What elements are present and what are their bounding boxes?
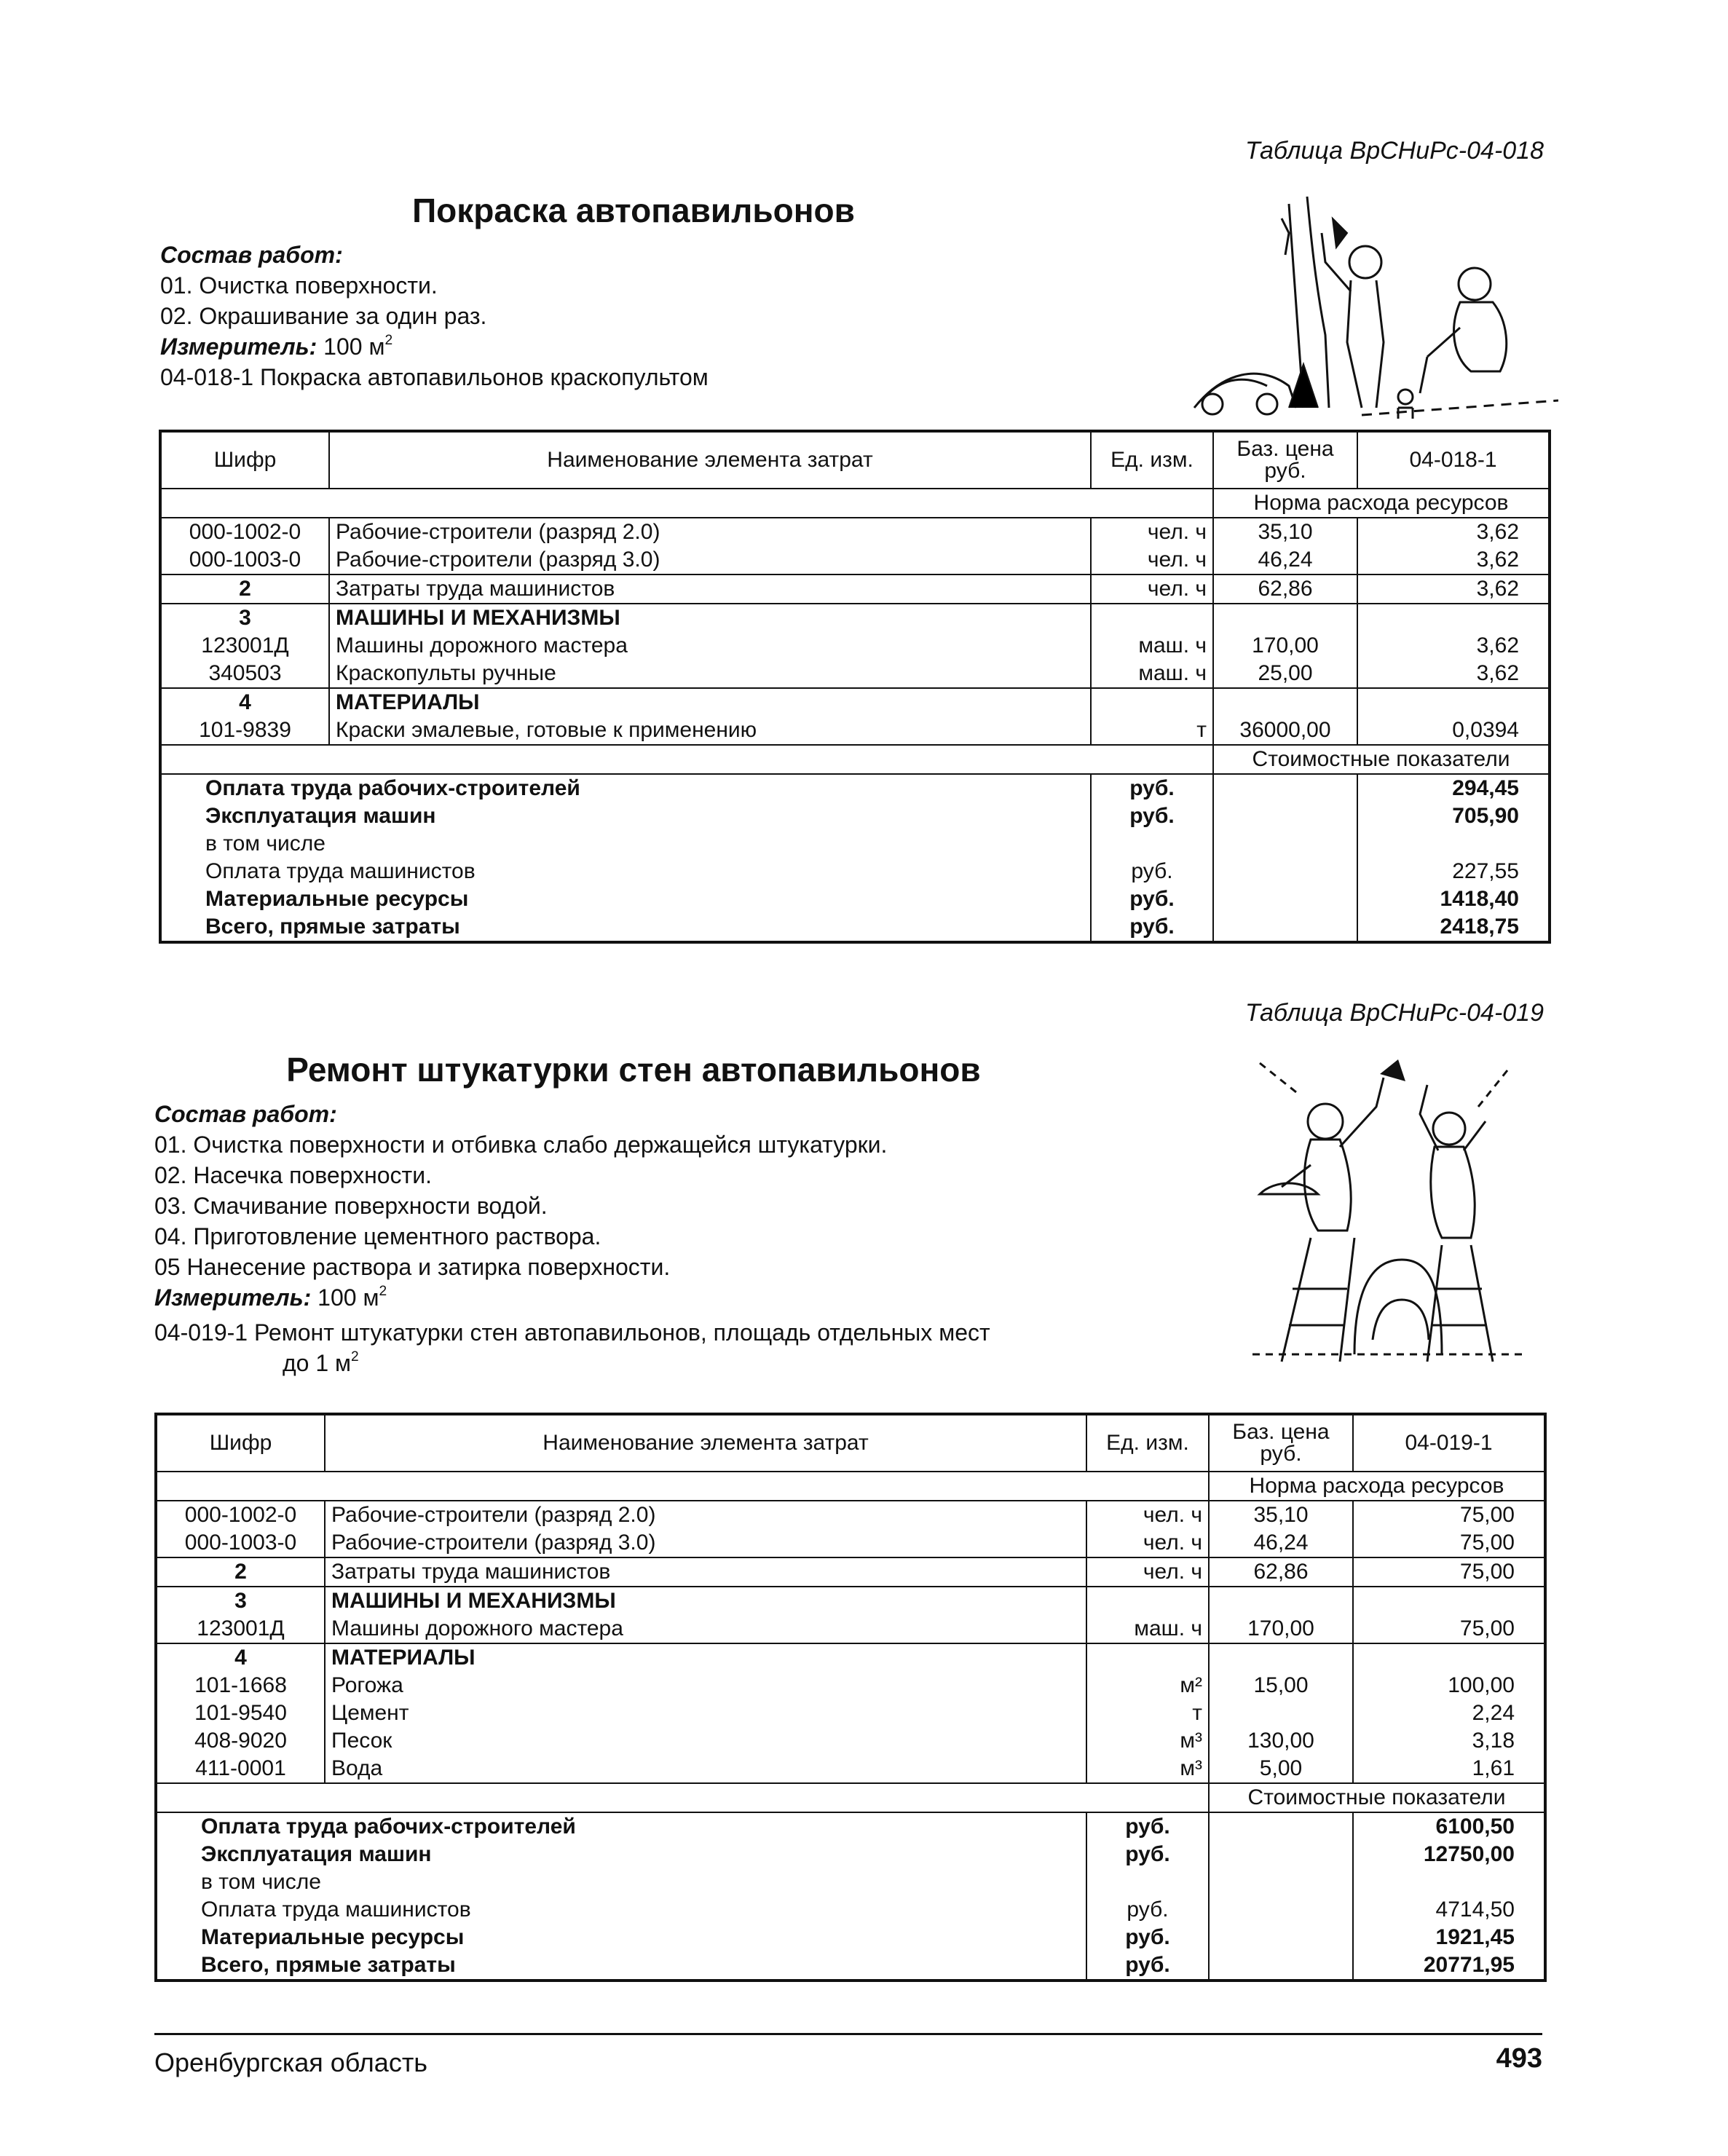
work-step: 04. Приготовление цементного раствора. — [154, 1223, 601, 1249]
col-header-code: 04-018-1 — [1357, 431, 1550, 489]
cell-price: 62,86 — [1209, 1557, 1353, 1587]
cell-unit: чел. ч — [1091, 518, 1213, 546]
cell-price — [1209, 1643, 1353, 1672]
cell-value: 3,62 — [1476, 661, 1519, 685]
table-row — [160, 660, 1550, 688]
col-header-price: Баз. цена руб. — [1213, 431, 1357, 489]
cell-price — [1209, 1699, 1353, 1727]
table-row — [160, 518, 1550, 546]
cell-shifr: 2 — [156, 1557, 325, 1587]
cost-table — [154, 1413, 1547, 1982]
cell-shifr: 4 — [160, 688, 329, 716]
cell-value: 75,00 — [1459, 1616, 1515, 1640]
summary-value: 4714,50 — [1435, 1898, 1515, 1922]
cell-price: 46,24 — [1209, 1529, 1353, 1557]
measure-value: 100 м — [323, 333, 385, 360]
table-caption: Таблица ВрСНиРс-04-018 — [1244, 137, 1544, 165]
cell-value: 3,62 — [1476, 520, 1519, 544]
cell-value: 3,62 — [1476, 548, 1519, 572]
cell-value: 75,00 — [1353, 1557, 1545, 1587]
cell-shifr: 101-1668 — [156, 1672, 325, 1699]
section-row — [156, 1587, 1545, 1615]
summary-row — [156, 1924, 1545, 1951]
summary-label: в том числе — [156, 1868, 1086, 1896]
cell-name: Машины дорожного мастера — [325, 1615, 1086, 1643]
cell-name: МАТЕРИАЛЫ — [325, 1643, 1086, 1672]
col-header-shifr: Шифр — [156, 1414, 325, 1472]
section-title: Ремонт штукатурки стен автопавильонов — [286, 1051, 981, 1089]
work-step: 05 Нанесение раствора и затирка поверхности. — [154, 1254, 671, 1280]
cell-shifr: 411-0001 — [156, 1755, 325, 1783]
footer-rule — [154, 2033, 1542, 2035]
cell-value: 3,62 — [1476, 633, 1519, 658]
painters-illustration-icon — [1180, 189, 1558, 422]
summary-row — [160, 774, 1550, 802]
table-row — [156, 1727, 1545, 1755]
cell-price: 15,00 — [1209, 1672, 1353, 1699]
summary-value — [1353, 1868, 1545, 1896]
cell-price: 62,86 — [1213, 574, 1357, 604]
summary-unit: руб. — [1086, 1841, 1209, 1868]
summary-unit: руб. — [1086, 1924, 1209, 1951]
cost-band-row — [160, 745, 1550, 774]
summary-row — [156, 1951, 1545, 1981]
cell-price: 46,24 — [1213, 546, 1357, 574]
table-row — [160, 632, 1550, 660]
cell-shifr: 3 — [160, 604, 329, 632]
cell-unit: т — [1086, 1699, 1209, 1727]
cell-unit — [1086, 1643, 1209, 1672]
cell-value: 100,00 — [1448, 1673, 1515, 1697]
section-row — [156, 1643, 1545, 1672]
summary-value: 6100,50 — [1435, 1815, 1515, 1839]
summary-unit: руб. — [1086, 1896, 1209, 1924]
col-header-price: Баз. цена руб. — [1209, 1414, 1353, 1472]
cell-shifr: 000-1003-0 — [156, 1529, 325, 1557]
norm-band-row — [156, 1472, 1545, 1501]
cell-unit: чел. ч — [1091, 546, 1213, 574]
table-header-row — [160, 431, 1550, 489]
summary-value: 2418,75 — [1440, 915, 1519, 939]
summary-unit: руб. — [1091, 913, 1213, 942]
table-row — [156, 1529, 1545, 1557]
summary-row — [156, 1868, 1545, 1896]
cell-price: 170,00 — [1213, 632, 1357, 660]
cell-name: Цемент — [325, 1699, 1086, 1727]
plasterers-illustration-icon — [1231, 1049, 1536, 1369]
summary-label: в том числе — [160, 830, 1091, 858]
summary-unit: руб. — [1086, 1951, 1209, 1981]
summary-row — [160, 858, 1550, 885]
measure-label: Измеритель: — [154, 1284, 312, 1311]
cell-name: МАШИНЫ И МЕХАНИЗМЫ — [325, 1587, 1086, 1615]
col-header-code: 04-019-1 — [1353, 1414, 1545, 1472]
cell-price — [1213, 688, 1357, 716]
measure-label: Измеритель: — [160, 333, 317, 360]
summary-unit: руб. — [1091, 802, 1213, 830]
cell-shifr: 408-9020 — [156, 1727, 325, 1755]
cost-band-label: Стоимостные показатели — [1209, 1783, 1545, 1812]
summary-unit: руб. — [1091, 858, 1213, 885]
cell-shifr: 2 — [160, 574, 329, 604]
cell-name: Машины дорожного мастера — [329, 632, 1091, 660]
cell-unit: м² — [1086, 1672, 1209, 1699]
cell-name: Рабочие-строители (разряд 2.0) — [329, 518, 1091, 546]
cell-unit: маш. ч — [1091, 660, 1213, 688]
cell-price: 170,00 — [1209, 1615, 1353, 1643]
cell-unit: т — [1091, 716, 1213, 745]
cell-name: Рабочие-строители (разряд 2.0) — [325, 1501, 1086, 1529]
work-step: 02. Насечка поверхности. — [154, 1162, 432, 1188]
summary-label: Всего, прямые затраты — [160, 913, 1091, 942]
cell-unit: маш. ч — [1091, 632, 1213, 660]
norm-band-label: Норма расхода ресурсов — [1209, 1472, 1545, 1501]
col-header-name: Наименование элемента затрат — [329, 431, 1091, 489]
measure-line — [160, 333, 392, 360]
cell-price: 130,00 — [1209, 1727, 1353, 1755]
summary-label: Оплата труда рабочих-строителей — [160, 774, 1091, 802]
summary-value: 20771,95 — [1423, 1953, 1515, 1977]
measure-line — [154, 1284, 387, 1311]
section-row — [160, 604, 1550, 632]
summary-label: Эксплуатация машин — [156, 1841, 1086, 1868]
cell-shifr: 000-1003-0 — [160, 546, 329, 574]
code-line-cont: до 1 м — [283, 1350, 352, 1376]
cell-shifr: 4 — [156, 1643, 325, 1672]
sostav-label: Состав работ: — [154, 1101, 337, 1127]
code-line — [283, 1350, 359, 1377]
cell-shifr: 123001Д — [156, 1615, 325, 1643]
section-title: Покраска автопавильонов — [412, 191, 855, 229]
summary-label: Оплата труда машинистов — [160, 858, 1091, 885]
cell-name: Песок — [325, 1727, 1086, 1755]
footer-region: Оренбургская область — [154, 2048, 428, 2077]
col-header-shifr: Шифр — [160, 431, 329, 489]
cell-shifr: 3 — [156, 1587, 325, 1615]
summary-label: Оплата труда рабочих-строителей — [156, 1812, 1086, 1841]
summary-unit: руб. — [1091, 774, 1213, 802]
summary-value: 705,90 — [1452, 804, 1519, 828]
table-row — [156, 1672, 1545, 1699]
cell-unit: м³ — [1086, 1727, 1209, 1755]
code-line-sup: 2 — [351, 1349, 359, 1365]
page-number: 493 — [1496, 2043, 1542, 2074]
cell-unit: чел. ч — [1086, 1557, 1209, 1587]
cell-value: 75,00 — [1459, 1503, 1515, 1527]
summary-label: Оплата труда машинистов — [156, 1896, 1086, 1924]
summary-row — [156, 1896, 1545, 1924]
table-row — [160, 574, 1550, 604]
col-header-unit: Ед. изм. — [1091, 431, 1213, 489]
code-line: 04-018-1 Покраска автопавильонов краскопультом — [160, 364, 709, 390]
summary-unit — [1086, 1868, 1209, 1896]
summary-row — [160, 830, 1550, 858]
cell-value: 1,61 — [1472, 1756, 1515, 1780]
measure-value: 100 м — [317, 1284, 379, 1311]
cell-unit: м³ — [1086, 1755, 1209, 1783]
cell-shifr: 123001Д — [160, 632, 329, 660]
table-row — [156, 1557, 1545, 1587]
summary-label: Всего, прямые затраты — [156, 1951, 1086, 1981]
cell-value: 75,00 — [1459, 1531, 1515, 1555]
cell-name: Затраты труда машинистов — [325, 1557, 1086, 1587]
table-row — [156, 1501, 1545, 1529]
cell-shifr: 000-1002-0 — [156, 1501, 325, 1529]
code-line: 04-019-1 Ремонт штукатурки стен автопавильонов, площадь отдельных мест — [154, 1319, 990, 1346]
cell-value — [1357, 604, 1550, 632]
cell-value — [1353, 1643, 1545, 1672]
summary-label: Материальные ресурсы — [156, 1924, 1086, 1951]
section-row — [160, 688, 1550, 716]
cell-name: Затраты труда машинистов — [329, 574, 1091, 604]
cell-value: 2,24 — [1472, 1701, 1515, 1725]
summary-unit: руб. — [1091, 885, 1213, 913]
summary-value: 294,45 — [1452, 776, 1519, 800]
work-step: 01. Очистка поверхности. — [160, 272, 438, 299]
table-header-row — [156, 1414, 1545, 1472]
col-header-unit: Ед. изм. — [1086, 1414, 1209, 1472]
cell-shifr: 340503 — [160, 660, 329, 688]
cell-name: Краски эмалевые, готовые к применению — [329, 716, 1091, 745]
cell-price: 35,10 — [1209, 1501, 1353, 1529]
cell-unit: чел. ч — [1091, 574, 1213, 604]
cell-shifr: 101-9839 — [160, 716, 329, 745]
measure-sup: 2 — [379, 1284, 387, 1300]
table-row — [156, 1615, 1545, 1643]
summary-value: 1921,45 — [1435, 1925, 1515, 1949]
cell-name: Краскопульты ручные — [329, 660, 1091, 688]
cell-name: Рабочие-строители (разряд 3.0) — [329, 546, 1091, 574]
summary-value: 12750,00 — [1423, 1842, 1515, 1866]
work-step: 03. Смачивание поверхности водой. — [154, 1193, 548, 1219]
sostav-label: Состав работ: — [160, 242, 343, 268]
cell-price — [1213, 604, 1357, 632]
cost-table — [159, 430, 1551, 944]
work-step: 02. Окрашивание за один раз. — [160, 303, 487, 329]
cell-unit: чел. ч — [1086, 1529, 1209, 1557]
summary-row — [160, 802, 1550, 830]
cell-shifr: 000-1002-0 — [160, 518, 329, 546]
cell-price: 35,10 — [1213, 518, 1357, 546]
cell-name: МАТЕРИАЛЫ — [329, 688, 1091, 716]
summary-row — [160, 885, 1550, 913]
cell-price: 25,00 — [1213, 660, 1357, 688]
norm-band-label: Норма расхода ресурсов — [1213, 489, 1550, 518]
cell-value: 3,62 — [1357, 574, 1550, 604]
table-row — [160, 546, 1550, 574]
summary-value — [1357, 830, 1550, 858]
table-caption: Таблица ВрСНиРс-04-019 — [1244, 999, 1544, 1027]
cell-name: МАШИНЫ И МЕХАНИЗМЫ — [329, 604, 1091, 632]
summary-row — [156, 1841, 1545, 1868]
cell-value: 3,18 — [1472, 1729, 1515, 1753]
norm-band-row — [160, 489, 1550, 518]
cell-unit: чел. ч — [1086, 1501, 1209, 1529]
cell-value — [1357, 688, 1550, 716]
summary-value: 227,55 — [1452, 859, 1519, 883]
cell-value: 0,0394 — [1452, 718, 1519, 742]
cell-unit — [1091, 604, 1213, 632]
cost-band-row — [156, 1783, 1545, 1812]
cell-name: Рабочие-строители (разряд 3.0) — [325, 1529, 1086, 1557]
summary-row — [156, 1812, 1545, 1841]
cell-price: 5,00 — [1209, 1755, 1353, 1783]
summary-unit: руб. — [1086, 1812, 1209, 1841]
cell-price — [1209, 1587, 1353, 1615]
cell-unit: маш. ч — [1086, 1615, 1209, 1643]
summary-label: Эксплуатация машин — [160, 802, 1091, 830]
cell-name: Рогожа — [325, 1672, 1086, 1699]
table-row — [156, 1699, 1545, 1727]
summary-unit — [1091, 830, 1213, 858]
cell-value — [1353, 1587, 1545, 1615]
summary-value: 1418,40 — [1440, 887, 1519, 911]
work-step: 01. Очистка поверхности и отбивка слабо держащейся штукатурки. — [154, 1132, 888, 1158]
summary-label: Материальные ресурсы — [160, 885, 1091, 913]
cell-shifr: 101-9540 — [156, 1699, 325, 1727]
cell-price: 36000,00 — [1213, 716, 1357, 745]
table-row — [156, 1755, 1545, 1783]
table-row — [160, 716, 1550, 745]
cell-unit — [1086, 1587, 1209, 1615]
measure-sup: 2 — [384, 333, 393, 349]
summary-row — [160, 913, 1550, 942]
cell-name: Вода — [325, 1755, 1086, 1783]
col-header-name: Наименование элемента затрат — [325, 1414, 1086, 1472]
cost-band-label: Стоимостные показатели — [1213, 745, 1550, 774]
cell-unit — [1091, 688, 1213, 716]
